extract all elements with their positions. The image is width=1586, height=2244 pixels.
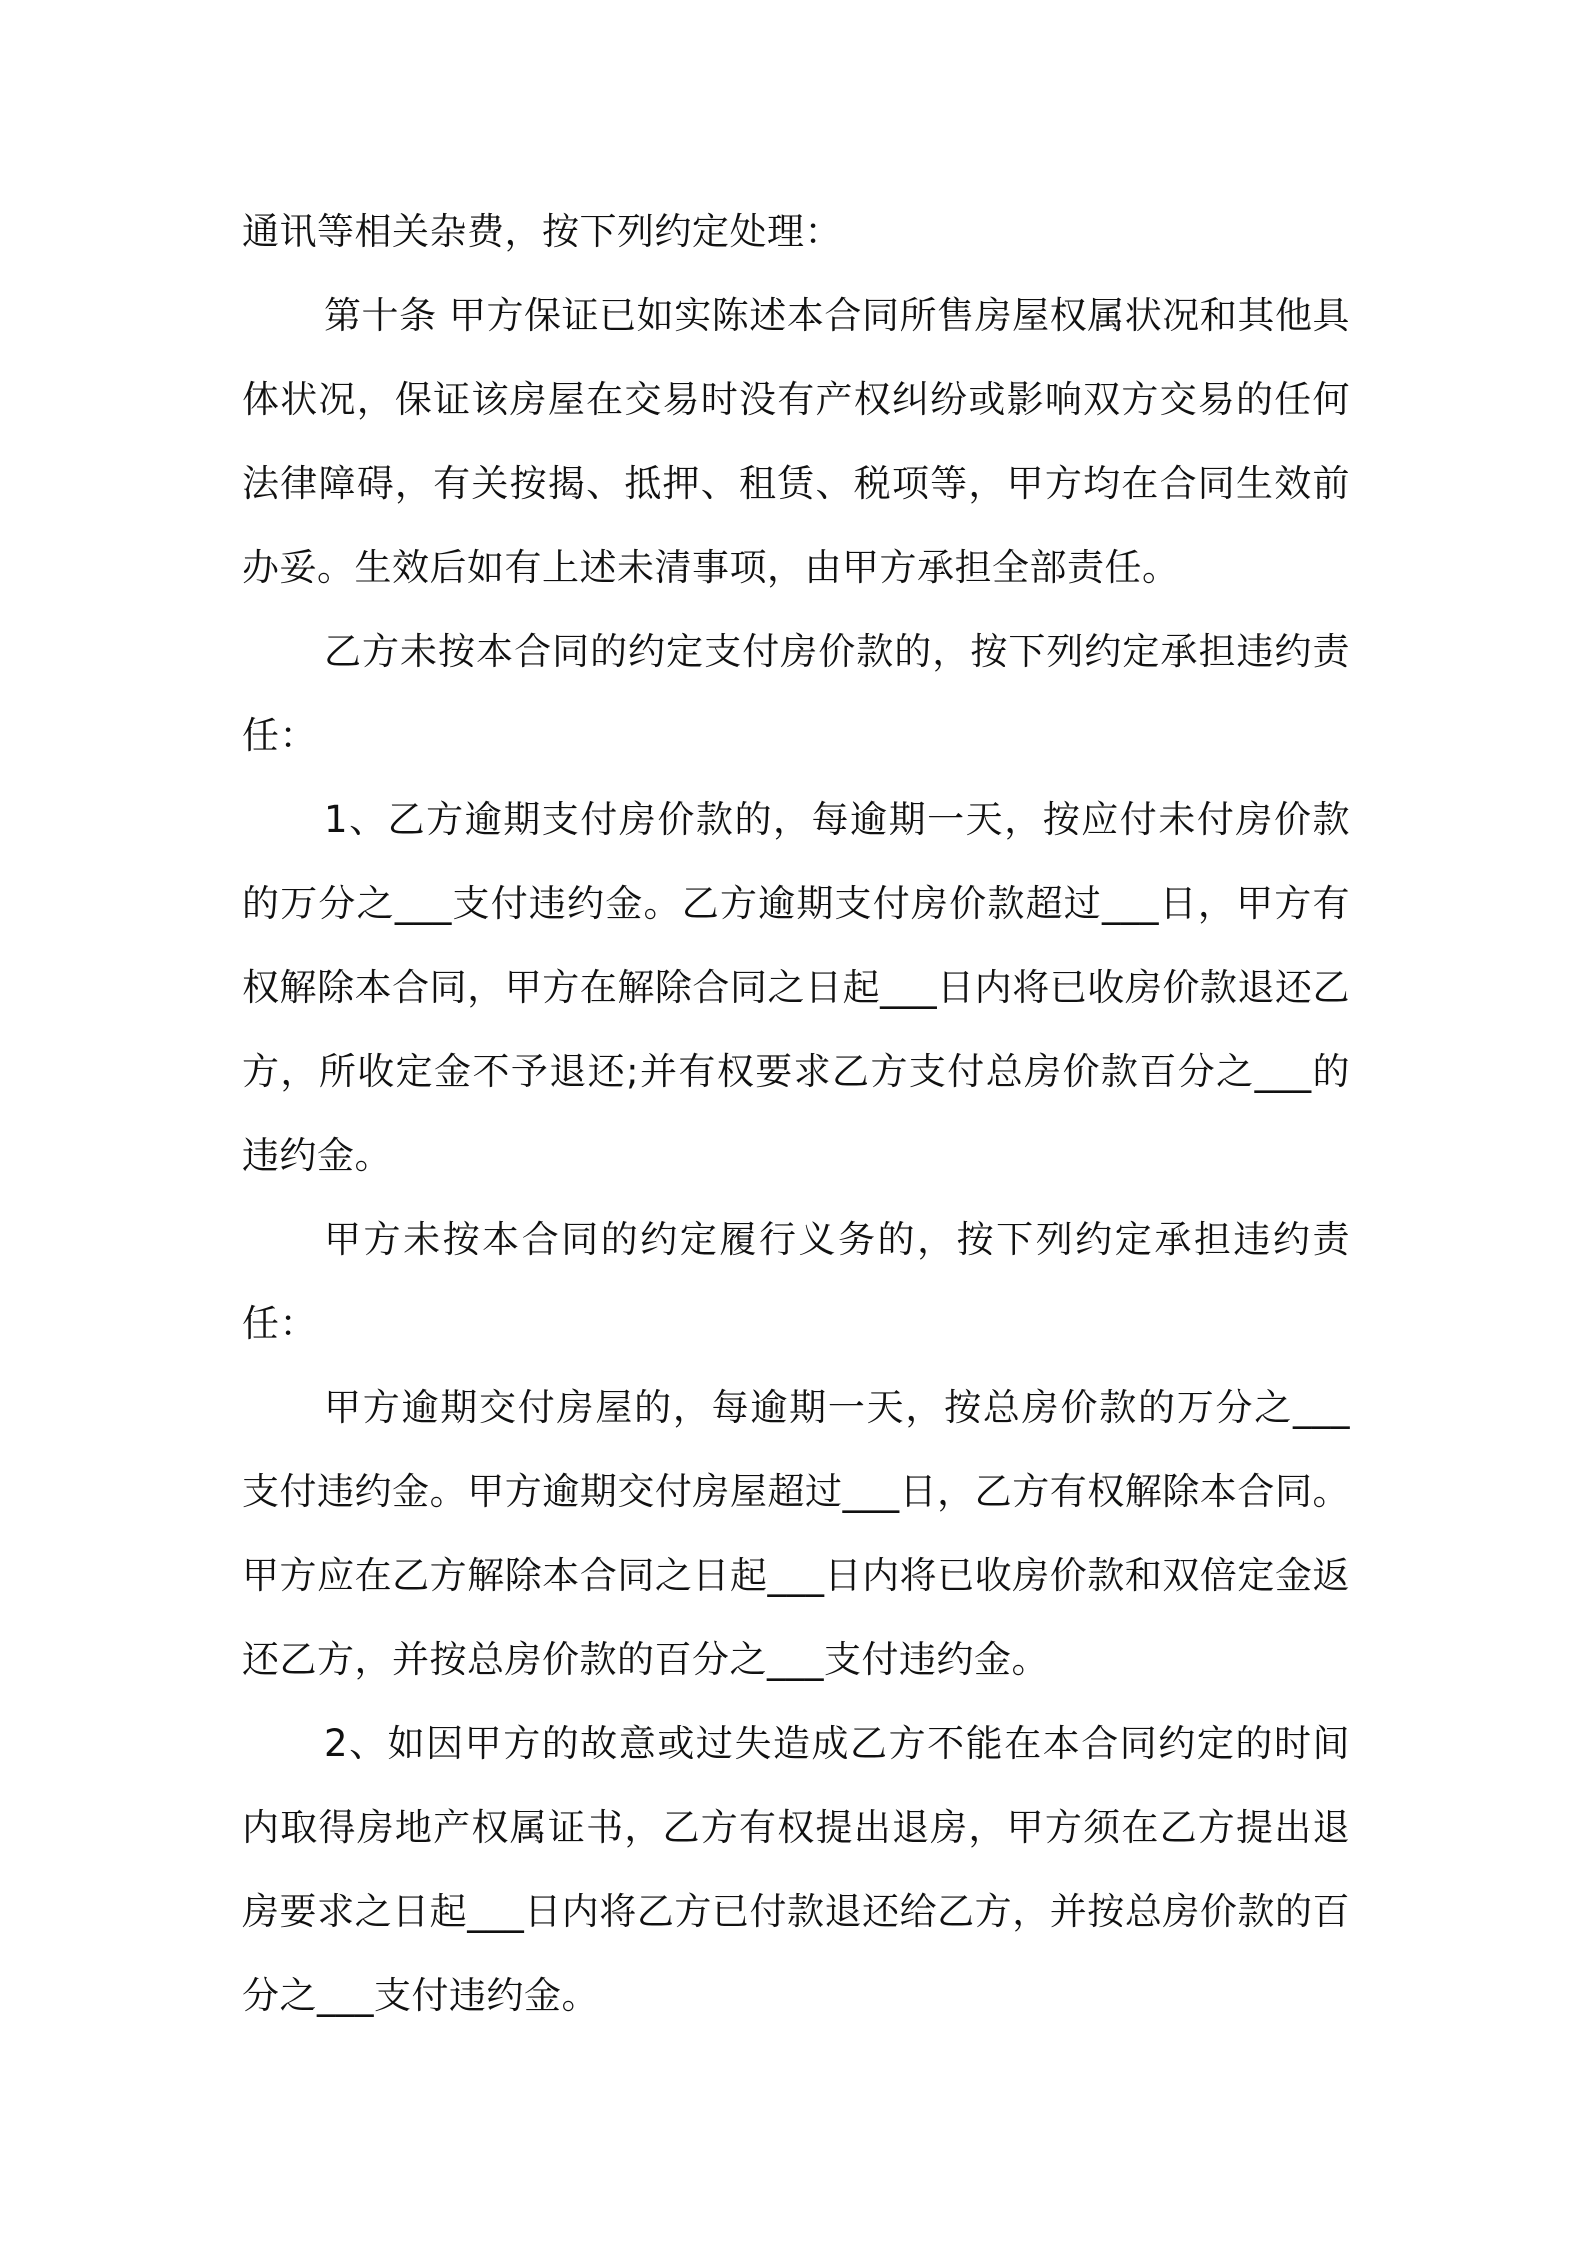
paragraph-article-10: 第十条 甲方保证已如实陈述本合同所售房屋权属状况和其他具体状况，保证该房屋在交易时没有产权纠纷或影响双方交易的任何法律障碍，有关按揭、抵押、租赁、税项等，甲方均在合同生效前办妥。生效后如有上述未清事项，由甲方承担全部责任。 (242, 294, 1350, 589)
paragraph-intro: 通讯等相关杂费，按下列约定处理： (242, 210, 842, 253)
paragraph-buyer-liability: 乙方未按本合同的约定支付房价款的，按下列约定承担违约责任： (242, 630, 1350, 757)
paragraph-clause-1: 1、乙方逾期支付房价款的，每逾期一天，按应付未付房价款的万分之___支付违约金。乙方逾期支付房价款超过___日，甲方有权解除本合同，甲方在解除合同之日起___日内将已收房价款退还乙方，所收定金不予退还;并有权要求乙方支付总房价款百分之___的违约金。 (242, 798, 1350, 1177)
paragraph-seller-liability: 甲方未按本合同的约定履行义务的，按下列约定承担违约责任： (242, 1218, 1350, 1345)
paragraph-late-delivery: 甲方逾期交付房屋的，每逾期一天，按总房价款的万分之___支付违约金。甲方逾期交付房屋超过___日，乙方有权解除本合同。甲方应在乙方解除本合同之日起___日内将已收房价款和双倍定金返还乙方，并按总房价款的百分之___支付违约金。 (242, 1386, 1350, 1681)
paragraph-clause-2: 2、如因甲方的故意或过失造成乙方不能在本合同约定的时间内取得房地产权属证书，乙方有权提出退房，甲方须在乙方提出退房要求之日起___日内将乙方已付款退还给乙方，并按总房价款的百分之___支付违约金。 (242, 1722, 1350, 2017)
